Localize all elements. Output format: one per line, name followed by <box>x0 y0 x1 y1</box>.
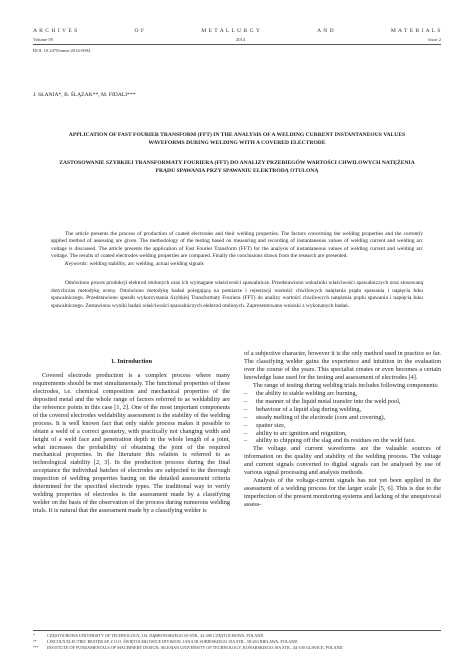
list-item: – steady melting of the electrode (core and covering), <box>244 413 386 421</box>
right-column <box>244 350 441 515</box>
issue: Issue 2 <box>428 37 441 42</box>
footnote: * CZĘSTOCHOWA UNIVERSITY OF TECHNOLOGY, J.H. DĄBROWSKIEGO 69 STR., 42-200 CZĘSTOCHOWA, POLAND <box>33 633 264 638</box>
list-item: – the ability to stable welding arc burning, <box>244 389 358 397</box>
year: 2014 <box>235 37 246 42</box>
volume: Volume 59 <box>33 37 53 42</box>
doi: DOI: 10.2478/amm-2014-0094 <box>33 47 91 53</box>
abstract-polish: Omówiono proces produkcji elektrod otulonych oraz ich wymagane właściwości spawalnicze. Przedstawiono wskaźniki właściwości spawalniczych oraz stosowaną dotychczas metodykę oceny. Omówiono metodykę badań polegającą na pomiarze i rejestracji wartości chwilowych natężenia prądu spawania i napięcia łuku spawalniczego. Przedstawiono sposób wykorzystania Szybkiej Transformaty Fouriera (FFT) do analizy wartości chwilowych natężenia prądu spawania i napięcia łuku spawalniczego. Zestawiono wyniki badań właściwości spawalniczych elektrod otulonych. Zaprezentowano wnioski z wykonanych badań. <box>51 280 423 309</box>
abstract: The article presents the process of production of coated electrodes and their welding properties. The factors concerning the welding properties and the currently applied method of assessing are given. The methodology of the testing based on measuring and recording of instantaneous values of welding current and welding arc voltage is discussed. The article presents the application of Fast Fourier Transform (FFT) for the analysis of instantaneous values of welding current and welding arc voltage. The results of coated electrodes welding properties are compared. Finally the conclusions drawn from the research are presented. <box>51 230 423 260</box>
section-heading: 1. Introduction <box>110 358 153 365</box>
list-item: – ability to chipping off the slag and its residues on the weld face. <box>244 437 416 445</box>
journal-word: O F <box>134 28 145 34</box>
paragraph: Analysis of the voltage-current signals has not yet been applied in the assessment of a welding process for the larger scale [5, 6]. This is due to the imperfection of the present monitoring systems and lacking of the unequivocal assess- <box>244 477 441 509</box>
list-item: – spatter size, <box>244 421 286 429</box>
components-list <box>244 390 441 446</box>
journal-word: M E T A L L U R G Y <box>201 28 261 34</box>
authors: J. SŁANIA*, B. ŚLĄZAK**, M. FIDALI*** <box>33 91 136 98</box>
footnote: ** LINCOLN ELECTRIC BESTER SP. Z O.O. ŚWIĘTOCHŁOWICE DIVISION, JANA III SOBIESKIEGO 19A STR., 58-263 BIELAWA, POLAND <box>33 639 298 645</box>
paper-title: APPLICATION OF FAST FOURIER TRANSFORM (FFT) IN THE ANALYSIS OF A WELDING CURRENT INSTANTANEOUS VALUES WAVEFORMS DURING WELDING WITH A COVERED ELECTRODE <box>68 131 406 146</box>
page-content <box>33 28 441 310</box>
paragraph: of a subjective character, however it is the only method used in practice so far. The classifying welder gains the experience and intuition in the evaluation over the course of the years. This specialist creates or even becomes a certain knowledge base used for the testing and assessment of electrodes [4]. <box>244 350 441 381</box>
footnotes <box>33 630 441 652</box>
list-item: – the manner of the liquid metal transfer into the weld pool, <box>244 397 401 405</box>
header-rule <box>33 44 441 45</box>
list-item: – behaviour of a liquid slag during welding, <box>244 405 362 413</box>
journal-title <box>33 28 441 34</box>
journal-word: A N D <box>317 28 335 34</box>
journal-word: A R C H I V E S <box>33 28 78 34</box>
left-column <box>33 350 230 515</box>
paragraph: The range of testing during welding trials includes following components: <box>253 381 439 389</box>
list-item: – ability to arc ignition and reignition, <box>244 429 347 437</box>
keywords-text: welding stability, arc welding, actual welding signals <box>89 260 204 267</box>
paragraph: Covered electrode production is a complex process where many requirements should be met simultaneously. The functional properties of these electrodes, i.e. chemical composition and mechanical properties of the deposited metal and the whole range of factors referred to as weldability are the reference points in this case [1, 2]. One of the most important components of the covered electrodes weldability assessment is the stability of the welding process. It is well known fact that only stable process makes it possible to obtain a weld of a correct geometry, with practically not changing width and height of a weld face and penetration depth in the whole length of a joint, what increases the probability of obtaining the joint of the required mechanical properties. In the literature this relation is referred to as technological stability [2, 3]. In the production process during the final acceptance the individual batches of electrodes are subjected to the thorough inspection of welding properties basing on the detailed assessment criteria determined for the specified electrode types. The traditional way to verify welding properties of electrodes is the assessment made by a classifying welder on the basis of the observation of the process during numerous welding trials. It is natural that the assessment made by a classifying welder is <box>33 371 230 515</box>
keywords <box>51 261 423 269</box>
paragraph: The voltage and current waveforms are the valuable sources of information on the quality and stability of the welding process. The voltage and current signals converted to digital signals can be analysed by use of various signal processing and analysis methods. <box>244 445 441 477</box>
issue-meta <box>33 37 441 42</box>
footnote: *** INSTITUTE OF FUNDAMENTALS OF MACHINERY DESIGN, SILESIAN UNIVERSITY OF TECHNOLOGY, KONARSKIEGO 18A STR., 44-100 GLIWICE, POLAND <box>33 645 343 651</box>
journal-word: M A T E R I A L S <box>390 28 441 34</box>
paper-title-polish: ZASTOSOWANIE SZYBKIEJ TRANSFORMATY FOURIERA (FFT) DO ANALIZY PRZEBIEGÓW WARTOŚCI CHWILOWYCH NATĘŻENIA PRĄDU SPAWANIA PRZY SPAWANIU ELEKTRODĄ OTULONĄ <box>59 159 415 174</box>
body-columns <box>33 350 441 515</box>
keywords-label: Keywords: <box>65 260 89 267</box>
